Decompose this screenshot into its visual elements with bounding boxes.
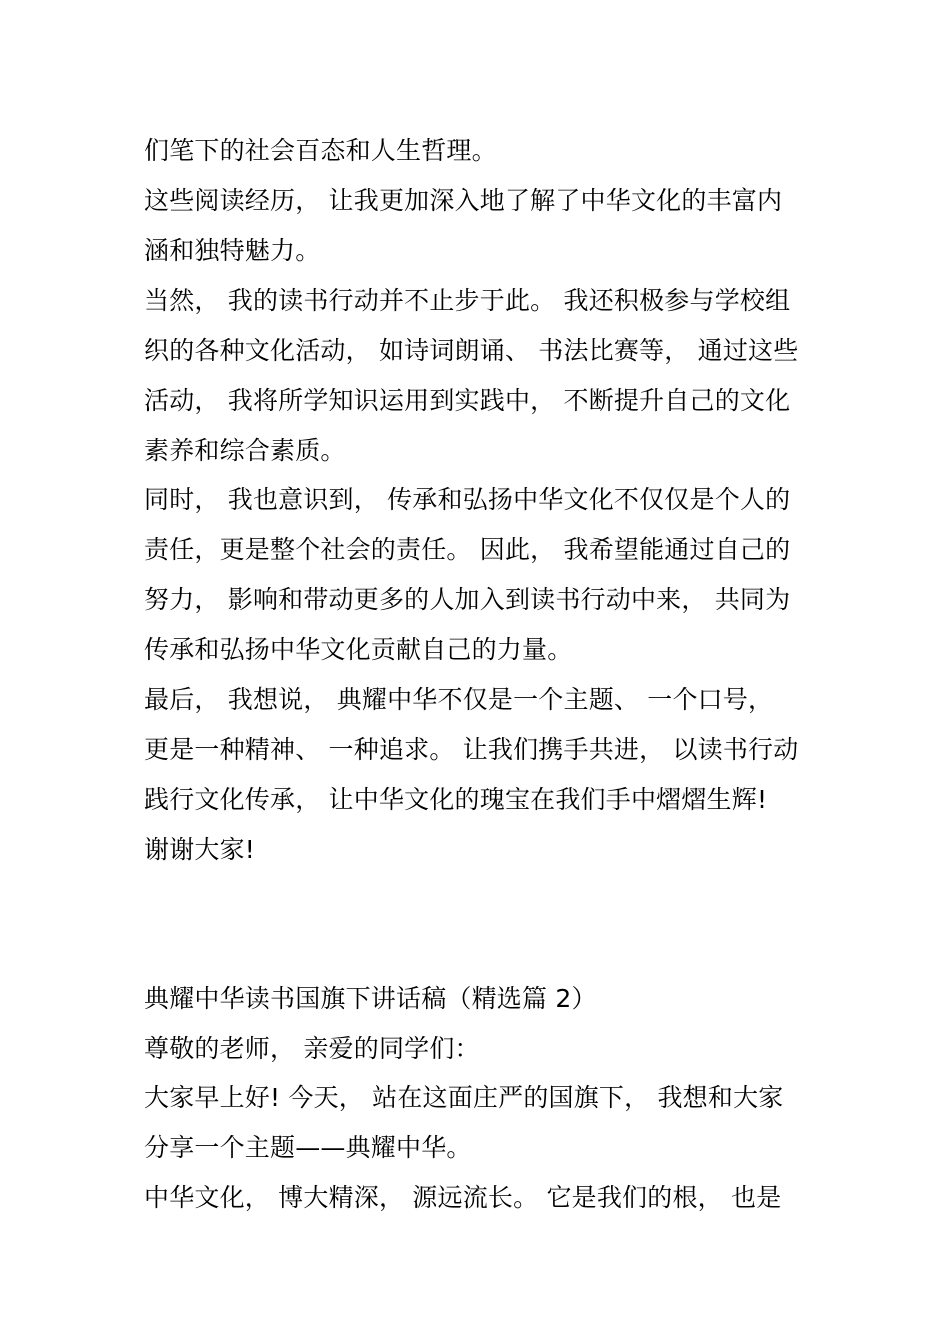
- text-line: 同时， 我也意识到， 传承和弘扬中华文化不仅仅是个人的: [144, 485, 791, 514]
- text-line: 这些阅读经历， 让我更加深入地了解了中华文化的丰富内: [144, 186, 783, 215]
- text-line: 传承和弘扬中华文化贡献自己的力量。: [144, 635, 573, 664]
- text-line: 努力， 影响和带动更多的人加入到读书行动中来， 共同为: [144, 585, 791, 614]
- text-line: 尊敬的老师， 亲爱的同学们：: [144, 1034, 480, 1063]
- text-line: 织的各种文化活动， 如诗词朗诵、 书法比赛等， 通过这些: [144, 336, 799, 365]
- text-line: 素养和综合素质。: [144, 436, 346, 465]
- text-line: 活动， 我将所学知识运用到实践中， 不断提升自己的文化: [144, 386, 791, 415]
- text-line: 中华文化， 博大精深， 源远流长。 它是我们的根， 也是: [144, 1183, 782, 1212]
- text-line: 践行文化传承， 让中华文化的瑰宝在我们手中熠熠生辉!: [144, 785, 768, 814]
- text-line: 当然， 我的读书行动并不止步于此。 我还积极参与学校组: [144, 286, 791, 315]
- text-line: 更是一种精神、 一种追求。 让我们携手共进， 以读书行动: [144, 735, 799, 764]
- section-title: 典耀中华读书国旗下讲话稿（精选篇 2）: [144, 984, 597, 1013]
- text-line: 大家早上好! 今天， 站在这面庄严的国旗下， 我想和大家: [144, 1083, 784, 1112]
- text-line: 责任，更是整个社会的责任。 因此， 我希望能通过自己的: [144, 535, 791, 564]
- text-line: 最后， 我想说， 典耀中华不仅是一个主题、 一个口号，: [144, 685, 774, 714]
- text-line: 涵和独特魅力。: [144, 236, 321, 265]
- text-line: 们笔下的社会百态和人生哲理。: [144, 136, 497, 165]
- text-line: 谢谢大家!: [144, 835, 256, 864]
- text-line: 分享一个主题——典耀中华。: [144, 1133, 472, 1162]
